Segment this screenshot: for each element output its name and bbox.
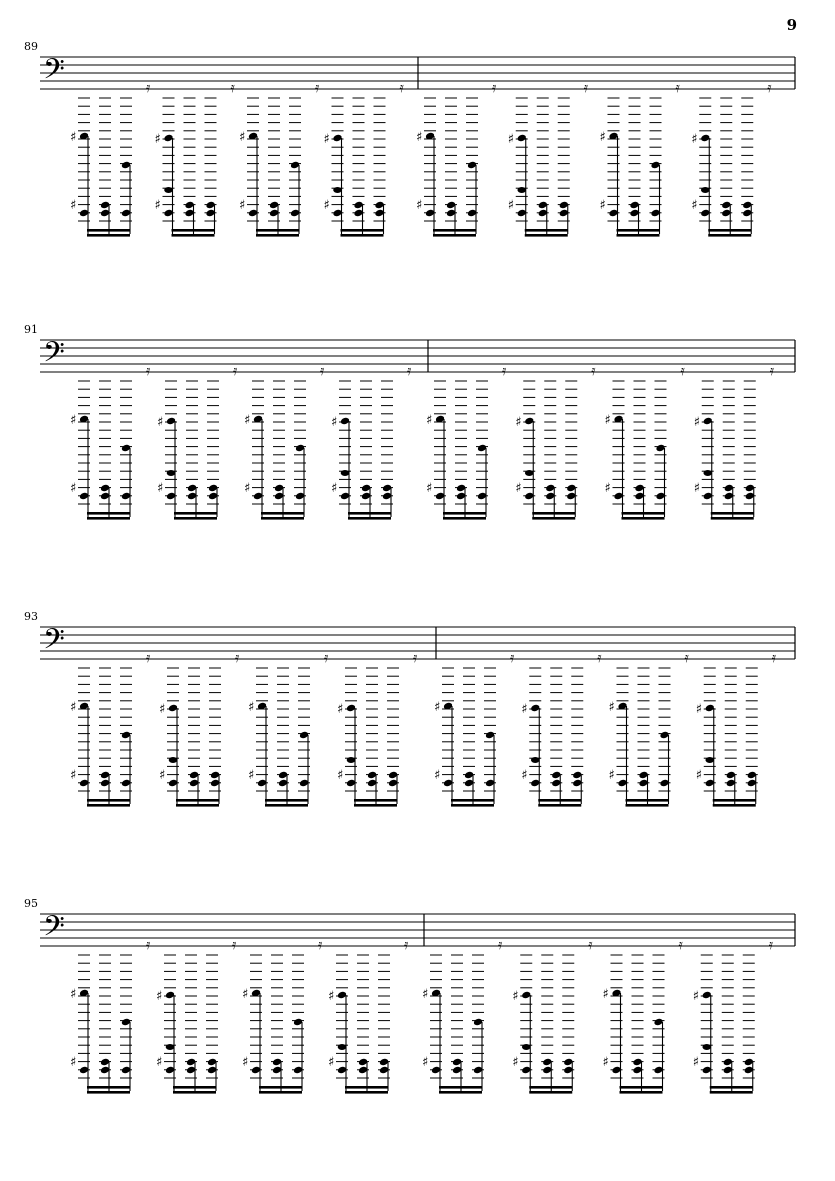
beam: [345, 1086, 388, 1089]
sharp-icon: ♯: [157, 415, 164, 430]
beam: [87, 229, 130, 232]
note-head: [701, 187, 710, 193]
sharp-icon: ♯: [157, 481, 164, 496]
sharp-icon: ♯: [156, 1055, 163, 1070]
staff-svg: [0, 610, 835, 860]
beam: [172, 229, 215, 232]
beam: [265, 804, 308, 807]
note-head: [525, 470, 534, 476]
staff-svg: [0, 323, 835, 573]
beam: [256, 234, 299, 237]
beam: [173, 1091, 216, 1094]
beam: [87, 517, 130, 520]
sixteenth-rest-icon: 𝄿: [146, 650, 151, 666]
sixteenth-rest-icon: 𝄿: [413, 650, 418, 666]
sixteenth-rest-icon: 𝄿: [146, 80, 151, 96]
sharp-icon: ♯: [507, 198, 515, 213]
sharp-icon: ♯: [602, 987, 609, 1002]
beam: [626, 799, 669, 802]
sixteenth-rest-icon: 𝄿: [235, 650, 240, 666]
sharp-icon: ♯: [512, 989, 519, 1004]
sharp-icon: ♯: [331, 415, 338, 430]
sharp-icon: ♯: [602, 1055, 609, 1070]
beam: [256, 229, 299, 232]
sharp-icon: ♯: [70, 198, 77, 213]
beam: [710, 1091, 753, 1094]
beam: [261, 512, 304, 515]
beam: [713, 799, 756, 802]
sharp-icon: ♯: [608, 768, 615, 783]
sixteenth-rest-icon: 𝄿: [146, 363, 151, 379]
beam: [87, 234, 130, 237]
beam: [433, 234, 476, 237]
sharp-icon: ♯: [521, 702, 528, 717]
sharp-icon: ♯: [248, 768, 255, 783]
sixteenth-rest-icon: 𝄿: [318, 937, 323, 953]
sharp-icon: ♯: [507, 132, 515, 147]
note-head: [167, 470, 176, 476]
sharp-icon: ♯: [70, 413, 77, 428]
sixteenth-rest-icon: 𝄿: [680, 363, 685, 379]
sharp-icon: ♯: [70, 481, 77, 496]
sharp-icon: ♯: [515, 481, 522, 496]
sharp-icon: ♯: [512, 1055, 519, 1070]
beam: [626, 804, 669, 807]
beam: [708, 229, 751, 232]
beam: [529, 1086, 572, 1089]
sharp-icon: ♯: [328, 989, 335, 1004]
sharp-icon: ♯: [515, 415, 522, 430]
note-head: [347, 757, 356, 763]
beam: [439, 1091, 482, 1094]
beam: [87, 512, 130, 515]
sharp-icon: ♯: [691, 132, 698, 147]
beam: [538, 799, 581, 802]
sixteenth-rest-icon: 𝄿: [146, 937, 151, 953]
system: [0, 40, 835, 290]
beam: [265, 799, 308, 802]
note-head: [333, 187, 342, 193]
sharp-icon: ♯: [693, 481, 701, 496]
beam: [708, 234, 751, 237]
beam: [525, 234, 568, 237]
beam: [341, 229, 384, 232]
beam: [439, 1086, 482, 1089]
sixteenth-rest-icon: 𝄿: [597, 650, 602, 666]
beam: [87, 799, 130, 802]
sharp-icon: ♯: [242, 1055, 249, 1070]
sixteenth-rest-icon: 𝄿: [315, 80, 320, 96]
sharp-icon: ♯: [604, 481, 611, 496]
sharp-icon: ♯: [70, 700, 77, 715]
note-head: [341, 470, 350, 476]
sixteenth-rest-icon: 𝄿: [233, 363, 238, 379]
sixteenth-rest-icon: 𝄿: [768, 937, 774, 953]
note-head: [164, 187, 173, 193]
beam: [443, 517, 486, 520]
beam: [443, 512, 486, 515]
beam: [451, 804, 494, 807]
system: [0, 610, 835, 860]
sharp-icon: ♯: [331, 481, 338, 496]
sharp-icon: ♯: [604, 413, 611, 428]
beam: [87, 804, 130, 807]
beam: [433, 229, 476, 232]
beam: [711, 517, 754, 520]
system: [0, 897, 835, 1147]
note-head: [166, 1044, 175, 1050]
sharp-icon: ♯: [695, 768, 703, 783]
beam: [87, 1091, 130, 1094]
note-head: [522, 1044, 531, 1050]
bass-clef-icon: 𝄢: [43, 336, 65, 376]
note-head: [705, 757, 714, 763]
sixteenth-rest-icon: 𝄿: [771, 650, 777, 666]
sharp-icon: ♯: [599, 198, 606, 213]
sharp-icon: ♯: [323, 198, 330, 213]
measure-number: 93: [24, 610, 38, 623]
sharp-icon: ♯: [70, 1055, 77, 1070]
sixteenth-rest-icon: 𝄿: [324, 650, 329, 666]
sixteenth-rest-icon: 𝄿: [588, 937, 593, 953]
sixteenth-rest-icon: 𝄿: [399, 80, 404, 96]
sharp-icon: ♯: [323, 132, 330, 147]
beam: [532, 512, 575, 515]
sixteenth-rest-icon: 𝄿: [769, 363, 775, 379]
sharp-icon: ♯: [521, 768, 528, 783]
sixteenth-rest-icon: 𝄿: [230, 80, 235, 96]
beam: [261, 517, 304, 520]
beam: [525, 229, 568, 232]
beam: [617, 229, 660, 232]
sharp-icon: ♯: [426, 413, 433, 428]
sixteenth-rest-icon: 𝄿: [492, 80, 497, 96]
beam: [529, 1091, 572, 1094]
beam: [532, 517, 575, 520]
sixteenth-rest-icon: 𝄿: [678, 937, 683, 953]
sharp-icon: ♯: [159, 768, 166, 783]
sharp-icon: ♯: [337, 702, 344, 717]
sharp-icon: ♯: [416, 130, 423, 145]
sharp-icon: ♯: [70, 987, 77, 1002]
beam: [711, 512, 754, 515]
sharp-icon: ♯: [599, 130, 606, 145]
sharp-icon: ♯: [692, 989, 700, 1004]
sharp-icon: ♯: [244, 413, 251, 428]
beam: [538, 804, 581, 807]
sharp-icon: ♯: [239, 130, 246, 145]
beam: [174, 512, 217, 515]
sharp-icon: ♯: [693, 415, 701, 430]
sharp-icon: ♯: [156, 989, 163, 1004]
beam: [354, 804, 397, 807]
sharp-icon: ♯: [154, 132, 161, 147]
beam: [348, 512, 391, 515]
beam: [620, 1091, 663, 1094]
note-head: [702, 1044, 711, 1050]
beam: [259, 1086, 302, 1089]
sixteenth-rest-icon: 𝄿: [498, 937, 503, 953]
sixteenth-rest-icon: 𝄿: [675, 80, 680, 96]
staff-svg: [0, 40, 835, 290]
beam: [176, 804, 219, 807]
bass-clef-icon: 𝄢: [43, 53, 65, 93]
sharp-icon: ♯: [244, 481, 251, 496]
sixteenth-rest-icon: 𝄿: [320, 363, 325, 379]
note-head: [517, 187, 526, 193]
beam: [87, 1086, 130, 1089]
sharp-icon: ♯: [695, 702, 703, 717]
beam: [710, 1086, 753, 1089]
sharp-icon: ♯: [70, 768, 77, 783]
page-number: 9: [786, 16, 797, 34]
note-head: [703, 470, 712, 476]
sharp-icon: ♯: [337, 768, 344, 783]
staff-svg: [0, 897, 835, 1147]
measure-number: 95: [24, 897, 38, 910]
sharp-icon: ♯: [70, 130, 77, 145]
sharp-icon: ♯: [328, 1055, 335, 1070]
note-head: [531, 757, 540, 763]
beam: [620, 1086, 663, 1089]
note-head: [169, 757, 178, 763]
sharp-icon: ♯: [422, 987, 429, 1002]
sixteenth-rest-icon: 𝄿: [684, 650, 689, 666]
beam: [345, 1091, 388, 1094]
beam: [622, 512, 665, 515]
bass-clef-icon: 𝄢: [43, 623, 65, 663]
sixteenth-rest-icon: 𝄿: [232, 937, 237, 953]
beam: [451, 799, 494, 802]
sharp-icon: ♯: [692, 1055, 700, 1070]
sharp-icon: ♯: [691, 198, 698, 213]
beam: [259, 1091, 302, 1094]
beam: [617, 234, 660, 237]
measure-number: 91: [24, 323, 38, 336]
sixteenth-rest-icon: 𝄿: [591, 363, 596, 379]
sharp-icon: ♯: [242, 987, 249, 1002]
beam: [713, 804, 756, 807]
sharp-icon: ♯: [154, 198, 161, 213]
sharp-icon: ♯: [159, 702, 166, 717]
sixteenth-rest-icon: 𝄿: [407, 363, 412, 379]
beam: [348, 517, 391, 520]
sharp-icon: ♯: [239, 198, 246, 213]
sharp-icon: ♯: [434, 768, 441, 783]
sharp-icon: ♯: [608, 700, 615, 715]
sixteenth-rest-icon: 𝄿: [404, 937, 409, 953]
beam: [622, 517, 665, 520]
measure-number: 89: [24, 40, 38, 53]
beam: [176, 799, 219, 802]
beam: [354, 799, 397, 802]
sharp-icon: ♯: [422, 1055, 429, 1070]
sharp-icon: ♯: [416, 198, 423, 213]
sharp-icon: ♯: [248, 700, 255, 715]
note-head: [338, 1044, 347, 1050]
sharp-icon: ♯: [426, 481, 433, 496]
beam: [174, 517, 217, 520]
beam: [172, 234, 215, 237]
sixteenth-rest-icon: 𝄿: [583, 80, 589, 96]
beam: [173, 1086, 216, 1089]
sixteenth-rest-icon: 𝄿: [502, 363, 507, 379]
sixteenth-rest-icon: 𝄿: [767, 80, 772, 96]
sharp-icon: ♯: [434, 700, 441, 715]
sixteenth-rest-icon: 𝄿: [510, 650, 515, 666]
beam: [341, 234, 384, 237]
system: [0, 323, 835, 573]
bass-clef-icon: 𝄢: [43, 910, 65, 950]
